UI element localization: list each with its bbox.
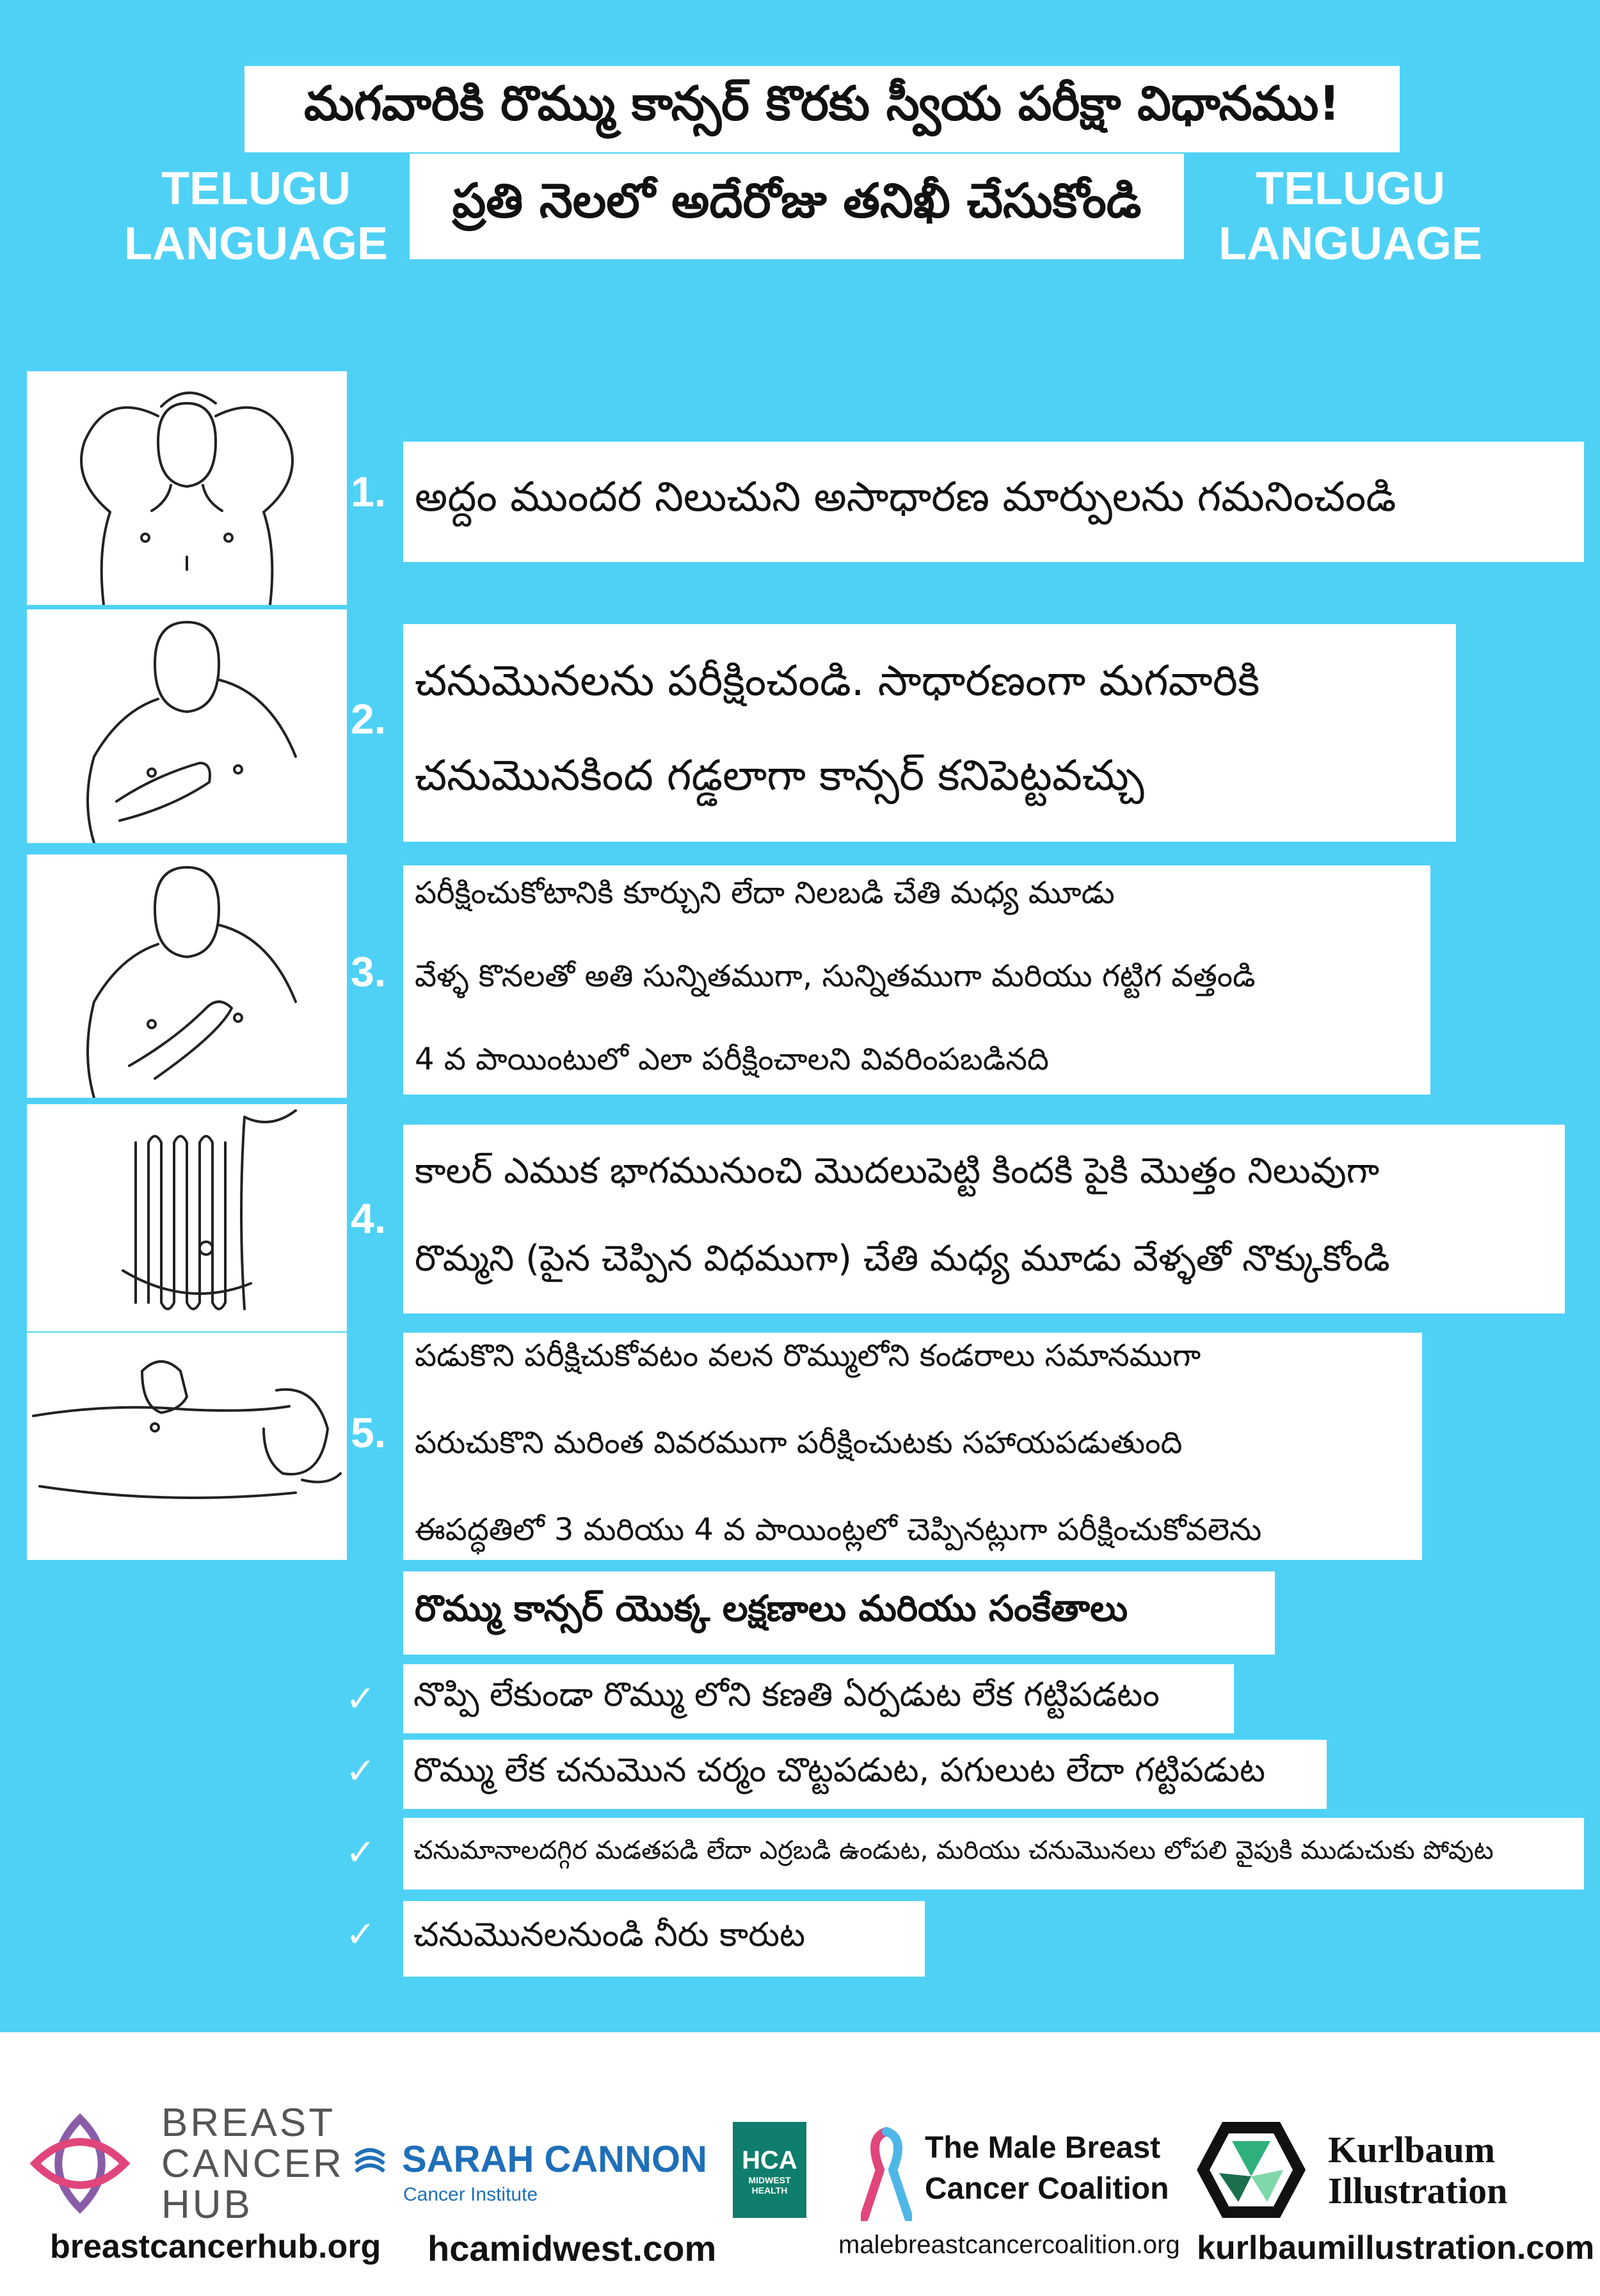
hca-midwest-url[interactable]: hcamidwest.com [428, 2228, 717, 2268]
sarah-cannon-logo [351, 2138, 707, 2228]
kurlbaum-hexagon-icon [1194, 2115, 1309, 2224]
step-4-box [403, 1125, 1565, 1313]
kurlbaum-illustration-url[interactable]: kurlbaumillustration.com [1197, 2229, 1595, 2267]
step-number-3: 3. [351, 948, 387, 995]
language-label-right: TELUGU LANGUAGE [1219, 163, 1482, 269]
step-2-text-line-2: చనుమొనకింద గడ్డలాగా కాన్సర్ కనిపెట్టవచ్చు [415, 750, 1144, 800]
title-line-2 [410, 154, 1184, 259]
bch-line-2: CANCER [161, 2142, 344, 2186]
illustration-step-4 [27, 1104, 347, 1331]
title-line-1 [244, 66, 1400, 152]
step-number-1: 1. [351, 468, 387, 515]
symptom-item-2 [403, 1740, 1327, 1809]
step-1-box [403, 442, 1584, 562]
check-icon: ✓ [346, 1914, 376, 1955]
step-3-text-line-1: పరీక్షించుకోటానికి కూర్చుని లేదా నిలబడి చేతి మధ్య మూడు [415, 875, 1115, 911]
sarah-cannon-name: SARAH CANNON [402, 2139, 707, 2180]
title-line-1-text: మగవారికి రొమ్ము కాన్సర్ కొరకు స్వీయ పరీక్షా విధానము! [303, 76, 1341, 131]
bch-line-1: BREAST [161, 2101, 336, 2145]
breast-cancer-hub-url[interactable]: breastcancerhub.org [50, 2228, 381, 2265]
breast-cancer-hub-icon [26, 2109, 134, 2218]
symptoms-heading-box [403, 1571, 1275, 1655]
sarah-cannon-icon [351, 2143, 389, 2181]
sarah-cannon-sub: Cancer Institute [403, 2184, 538, 2205]
male-breast-cancer-coalition-url[interactable]: malebreastcancercoalition.org [838, 2231, 1180, 2259]
illustration-step-3 [27, 855, 347, 1098]
hca-logo-sub-1: MIDWEST [748, 2175, 791, 2185]
step-1-text: అద్దం ముందర నిలుచుని అసాధారణ మార్పులను గమనించండి [415, 473, 1396, 521]
symptom-item-3-text: చనుమానాలదగ్గిర మడతపడి లేదా ఎర్రబడి ఉండుట, మరియు చనుమొనలు లోపలి వైపుకి ముడుచుకు పోవుట [413, 1836, 1494, 1865]
symptoms-heading: రొమ్ము కాన్సర్ యొక్క లక్షణాలు మరియు సంకేతాలు [415, 1587, 1128, 1630]
illustration-step-5 [27, 1333, 347, 1560]
kurlbaum-line-1: Kurlbaum [1328, 2129, 1496, 2171]
step-number-2: 2. [351, 695, 387, 743]
step-5-text-line-3: ఈపద్ధతిలో 3 మరియు 4 వ పాయింట్లలో చెప్పినట్లుగా పరీక్షించుకోవలెను [415, 1511, 1262, 1548]
check-icon: ✓ [346, 1832, 376, 1874]
step-number-5: 5. [351, 1409, 387, 1456]
step-5-text-line-2: పరుచుకొని మరింత వివరముగా పరీక్షించుటకు సహాయపడుతుంది [415, 1424, 1183, 1461]
step-3-text-line-3: 4 వ పాయింటులో ఎలా పరీక్షించాలని వివరింపబడినది [415, 1041, 1049, 1077]
hca-logo-text: HCA [742, 2146, 797, 2174]
male-breast-cancer-coalition-logo [861, 2125, 1168, 2221]
symptom-item-1-text: నొప్పి లేకుండా రొమ్ము లోని కణతి ఏర్పడుట లేక గట్టిపడటం [413, 1675, 1160, 1714]
symptom-item-4 [403, 1901, 925, 1977]
bch-line-3: HUB [161, 2183, 253, 2227]
step-3-box [403, 865, 1430, 1095]
step-5-text-line-1: పడుకొని పరీక్షిచుకోవటం వలన రొమ్ములోని కండరాలు సమానముగా [415, 1337, 1201, 1374]
step-number-4: 4. [351, 1194, 387, 1242]
mbcc-line-1: The Male Breast [925, 2131, 1161, 2165]
hca-logo-sub-2: HEALTH [751, 2185, 788, 2196]
step-3-text-line-2: వేళ్ళ కొనలతో అతి సున్నితముగా, సున్నితముగా మరియు గట్టిగ వత్తండి [415, 958, 1256, 994]
title-line-2-text: ప్రతి నెలలో అదేరోజు తనిఖీ చేసుకోండి [452, 173, 1142, 229]
step-2-box [403, 624, 1456, 842]
step-4-text-line-2: రొమ్మని (పైన చెప్పిన విధముగా) చేతి మధ్య మూడు వేళ్ళతో నొక్కుకోండి [415, 1237, 1390, 1280]
check-icon: ✓ [346, 1678, 376, 1720]
step-5-box [403, 1333, 1422, 1560]
kurlbaum-line-2: Illustration [1328, 2170, 1508, 2212]
breast-cancer-hub-logo [26, 2101, 346, 2227]
symptom-item-2-text: రొమ్ము లేక చనుమొన చర్మం చొట్టపడుట, పగులుట లేదా గట్టిపడుట [413, 1751, 1266, 1790]
symptom-item-1 [403, 1664, 1234, 1733]
hca-midwest-logo [733, 2122, 806, 2218]
illustration-step-2 [27, 609, 347, 843]
symptom-item-3 [403, 1818, 1584, 1890]
check-icon: ✓ [346, 1751, 376, 1792]
mbcc-line-2: Cancer Coalition [925, 2172, 1169, 2206]
illustration-step-1 [27, 371, 347, 605]
step-2-text-line-1: చనుమొనలను పరీక్షించండి. సాధారణంగా మగవారికి [415, 655, 1260, 705]
kurlbaum-illustration-logo [1194, 2115, 1578, 2224]
awareness-ribbon-icon [861, 2125, 912, 2221]
symptom-item-4-text: చనుమొనలనుండి నీరు కారుట [413, 1915, 806, 1954]
language-label-left: TELUGU LANGUAGE [124, 163, 388, 269]
step-4-text-line-1: కాలర్ ఎముక భాగమునుంచి మొదలుపెట్టి కిందకి పైకి మొత్తం నిలువుగా [415, 1150, 1380, 1192]
